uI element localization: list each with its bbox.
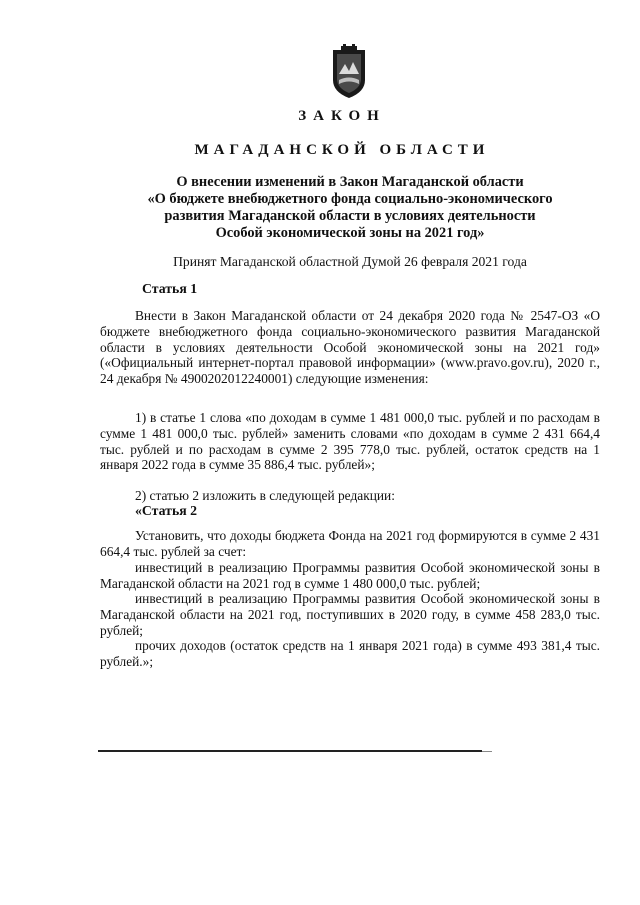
- intro-paragraph: Внести в Закон Магаданской области от 24 декабря 2020 года № 2547-ОЗ «О бюджете внебюджетного фонда социально-экономического развития Магаданской области в условиях деятельности Особой экономической зоны на 2021 год» («Официальный интернет-портал правовой информации» (www.pravo.gov.ru), 2020 г., 24 декабря № 4900202012240001) следующие изменения:: [100, 308, 600, 387]
- investment-2-paragraph: инвестиций в реализацию Программы развития Особой экономической зоны в Магаданской области на 2021 год, поступивших в 2020 году, в сумме 458 283,0 тыс. рублей;: [100, 591, 600, 638]
- heading-line: «О бюджете внебюджетного фонда социально-экономического: [147, 191, 553, 207]
- bottom-divider-tail: [482, 751, 492, 752]
- article-1-title: Статья 1: [142, 281, 198, 296]
- heading-line: О внесении изменений в Закон Магаданской области: [176, 174, 524, 190]
- document-heading: [100, 174, 600, 242]
- other-income-paragraph: прочих доходов (остаток средств на 1 января 2021 года) в сумме 493 381,4 тыс. рублей.»;: [100, 638, 600, 669]
- adoption-note: Принят Магаданской областной Думой 26 февраля 2021 года: [173, 254, 527, 269]
- item-1-paragraph: 1) в статье 1 слова «по доходам в сумме 1 481 000,0 тыс. рублей и по расходам в сумме 1 481 000,0 тыс. рублей» заменить словами «по доходам в сумме 2 431 664,4 тыс. рублей и по расходам в сумме 2 395 778,0 тыс. рублей, остаток средств на 1 января 2022 года в сумме 35 886,4 тыс. рублей»;: [100, 410, 600, 473]
- law-title: ЗАКОН: [298, 108, 386, 124]
- investment-1-paragraph: инвестиций в реализацию Программы развития Особой экономической зоны в Магаданской области на 2021 год в сумме 1 480 000,0 тыс. рублей;: [100, 560, 600, 591]
- coat-of-arms-icon: [329, 44, 369, 100]
- region-title: МАГАДАНСКОЙ ОБЛАСТИ: [194, 142, 490, 158]
- bottom-divider: [98, 750, 482, 752]
- heading-line: развития Магаданской области в условиях деятельности: [164, 208, 536, 224]
- heading-line: Особой экономической зоны на 2021 год»: [215, 225, 485, 241]
- article-2-title: «Статья 2: [135, 503, 198, 518]
- establish-paragraph: Установить, что доходы бюджета Фонда на 2021 год формируются в сумме 2 431 664,4 тыс. рублей за счет:: [100, 528, 600, 559]
- item-2-paragraph: 2) статью 2 изложить в следующей редакции:: [135, 488, 395, 503]
